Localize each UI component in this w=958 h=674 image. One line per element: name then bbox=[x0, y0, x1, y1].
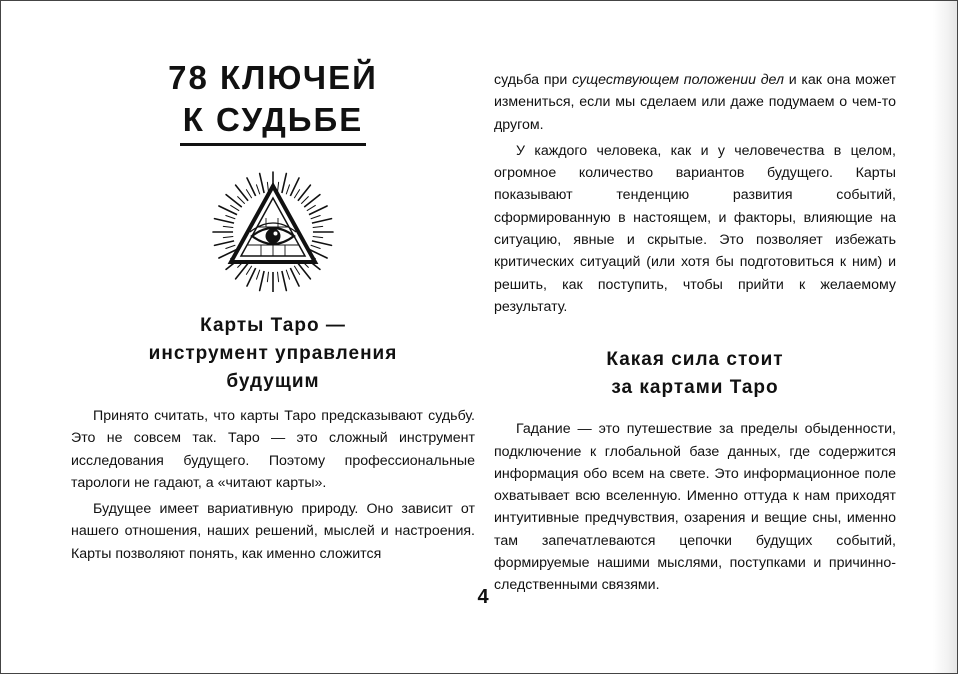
continued-paragraph bbox=[494, 69, 896, 136]
eye-of-providence-icon bbox=[211, 168, 335, 292]
section-body bbox=[71, 405, 475, 565]
body-paragraph: Принято считать, что карты Таро предсказывают судьбу. Это не совсем так. Таро — это сложный инструмент исследования будущего. Поэтому профессиональные тарологи не гадают, а «читают карты». bbox=[71, 408, 475, 491]
text-run: и как она может измениться, если мы сделаем или даже подумаем о чем-то другом. bbox=[494, 72, 896, 133]
heading-line: Карты Таро — bbox=[200, 315, 346, 336]
page-title-line-1: 78 КЛЮЧЕЙ bbox=[168, 59, 378, 96]
page-title-line-2: К СУДЬБЕ bbox=[182, 101, 364, 138]
title-underline bbox=[180, 143, 366, 146]
right-column bbox=[494, 69, 896, 597]
italic-phrase: существующем положении дел bbox=[572, 72, 784, 88]
body-paragraph: Гадание — это путешествие за пределы обыденности, подключение к глобальной базе данных, где содержится информация обо всем на свете. Это информационное поле охватывает всю вселенную. Именно оттуда к нам приходят интуитивные предчувствия, озарения и вещие сны, именно там запечатлеваются цепочки будущих событий, формируемые нашими мыслями, поступками и причинно-следственными связями. bbox=[494, 421, 896, 594]
body-paragraph: У каждого человека, как и у человечества в целом, огромное количество вариантов будущего. Карты показывают тенденцию развития событий, сформированную в настоящем, и факторы, влияющие на ситуацию, явные и скрытые. Это позволяет избежать критических ситуаций (или хотя бы подготовиться к ним) и решить, как поступить, чтобы прийти к желаемому результату. bbox=[494, 142, 896, 315]
heading-line: инструмент управления bbox=[148, 343, 398, 364]
body-paragraph: Будущее имеет вариативную природу. Оно зависит от нашего отношения, наших решений, мыслей и настроения. Карты позволяют понять, как именно сложится bbox=[71, 501, 475, 562]
section-body bbox=[494, 418, 896, 596]
section-heading-power-behind-tarot bbox=[494, 346, 896, 402]
heading-line: будущим bbox=[226, 371, 320, 392]
page-spine-shadow bbox=[933, 1, 957, 673]
page-title bbox=[71, 57, 475, 141]
text-run: судьба при bbox=[494, 72, 573, 88]
heading-line: Какая сила стоит bbox=[606, 349, 784, 371]
heading-line: за картами Таро bbox=[611, 377, 779, 399]
left-column bbox=[71, 57, 475, 565]
section-heading-tarot-instrument bbox=[71, 312, 475, 396]
page-number: 4 bbox=[477, 586, 489, 608]
